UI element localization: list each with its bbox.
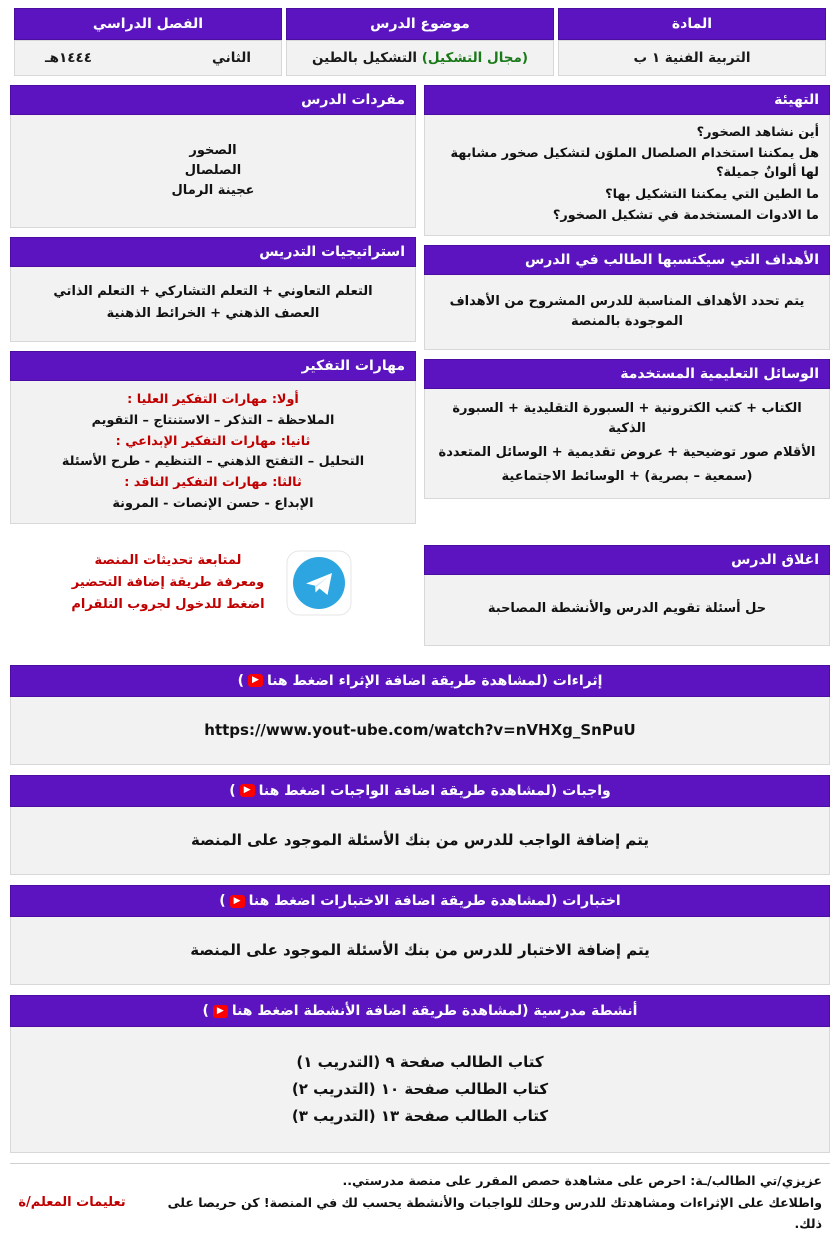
section-exams [10,885,830,985]
section-strategies [10,237,416,342]
instructions-line: واطلاعك على الإثراءات ومشاهدتك للدرس وحلك للواجبات والأنشطة يحسب لك في المنصة! كن حريصا على ذلك. [167,1194,822,1231]
thinking-group-label: ثالثا: مهارات التفكير الناقد : [124,475,302,491]
left-column [10,85,416,655]
warmup-title: التهيئة [424,85,830,115]
means-line: الأقلام صور توضيحية + عروض تقديمية + الوسائل المتعددة [438,445,816,461]
strategies-body [10,267,416,342]
youtube-icon[interactable]: ▶ [230,895,245,908]
section-teaching-means [424,359,830,499]
means-line: (سمعية – بصرية) + الوسائط الاجتماعية [501,469,753,485]
activity-item: كتاب الطالب صفحة ١٣ (التدريب ٣) [291,1107,549,1126]
activities-title-bar[interactable] [10,995,830,1027]
goals-body [424,275,830,350]
promo-line: لمتابعة تحديثات المنصة [94,552,242,568]
thinking-group-text: الإبداع - حسن الإنصات - المرونة [112,496,314,512]
vocab-item: الصلصال [184,162,242,178]
section-warmup [424,85,830,236]
vocab-item: الصخور [189,142,237,158]
promo-line: اضغط للدخول لجروب التلقرام [71,597,265,613]
two-column-zone [10,85,830,655]
homework-text: يتم إضافة الواجب للدرس من بنك الأسئلة الموجود على المنصة [191,830,649,849]
header-cell-term: الفصل الدراسي [14,8,282,40]
header-cell-subject: المادة [558,8,826,40]
cell-term-value [14,40,282,76]
lesson-info-table [10,8,830,76]
strategies-line: العصف الذهني + الخرائط الذهنية [106,306,320,321]
goals-text: يتم تحدد الأهداف المناسبة للدرس المشروح من الأهداف الموجودة بالمنصة [449,293,805,329]
vocab-title: مفردات الدرس [10,85,416,115]
warmup-line: ما الادوات المستخدمة في تشكيل الصخور؟ [552,207,819,223]
section-homework [10,775,830,875]
homework-body [10,807,830,875]
thinking-body [10,381,416,524]
activities-title-suffix: ) [202,1003,209,1020]
teacher-instructions-text [135,1164,830,1240]
exams-title: اختبارات (لمشاهدة طريقة اضافة الاختبارات اضغط هنا [248,893,621,909]
closing-body [424,575,830,646]
thinking-group-label: ثانيا: مهارات التفكير الإبداعي : [115,433,311,449]
enrichment-title-bar[interactable] [10,665,830,697]
vocab-item: عجينة الرمال [171,183,255,199]
thinking-group-label: أولا: مهارات التفكير العليا : [127,392,299,407]
exams-title-suffix: ) [219,893,226,909]
section-activities [10,995,830,1153]
warmup-line: أين نشاهد الصخور؟ [696,125,819,140]
homework-title: واجبات (لمشاهدة طريقة اضافة الواجبات اضغط هنا [258,782,611,799]
means-title: الوسائل التعليمية المستخدمة [424,359,830,389]
lesson-domain-label: (مجال التشكيل) [421,50,529,66]
closing-title: اغلاق الدرس [424,545,830,575]
youtube-icon[interactable]: ▶ [248,674,263,687]
activity-item: كتاب الطالب صفحة ١٠ (التدريب ٢) [291,1080,549,1099]
telegram-promo-text [71,550,264,616]
instructions-line: عزيزي/تي الطالب/ـة: احرص على مشاهدة حصص المقرر على منصة مدرستي.. [342,1173,822,1189]
section-enrichment [10,665,830,765]
activity-item: كتاب الطالب صفحة ٩ (التدريب ١) [296,1053,544,1072]
table-row [14,40,826,76]
section-thinking-skills [10,351,416,524]
exams-body [10,917,830,985]
cell-topic-value [286,40,554,76]
means-body [424,389,830,499]
homework-title-suffix: ) [229,782,236,799]
warmup-line: هل يمكننا استخدام الصلصال الملوَن لتشكيل صخور مشابهة لها ألوانٌ جميلة؟ [450,146,819,181]
term-value: الثاني [211,50,251,66]
header-cell-topic: موضوع الدرس [286,8,554,40]
enrichment-title-suffix: ) [237,672,245,689]
enrichment-link[interactable]: https://www.yout-ube.com/watch?v=nVHXg_SnPuU [204,720,636,739]
section-closing [424,545,830,646]
closing-text: حل أسئلة تقويم الدرس والأنشطة المصاحبة [487,601,767,617]
section-vocabulary [10,85,416,228]
warmup-line: ما الطين التي يمكننا التشكيل بها؟ [605,186,819,202]
warmup-body [424,115,830,236]
youtube-icon[interactable]: ▶ [213,1005,228,1018]
activities-body [10,1027,830,1153]
strategies-line: التعلم التعاوني + التعلم التشاركي + التعلم الذاتي [53,283,373,299]
section-goals [424,245,830,350]
means-line: الكتاب + كتب الكترونية + السبورة التقليدية + السبورة الذكية [452,400,802,437]
telegram-promo[interactable] [10,533,416,629]
enrichment-body [10,697,830,765]
cell-subject-value: التربية الفنية ١ ب [558,40,826,76]
teacher-instructions-label: تعليمات المعلم/ة [18,1194,126,1210]
lesson-title-label: التشكيل بالطين [311,50,418,66]
exams-text: يتم إضافة الاختبار للدرس من بنك الأسئلة الموجود على المنصة [190,941,650,959]
strategies-title: استراتيجيات التدريس [10,237,416,267]
teacher-instructions [10,1163,830,1240]
thinking-title: مهارات التفكير [10,351,416,381]
goals-title: الأهداف التي سيكتسبها الطالب في الدرس [424,245,830,275]
thinking-group-text: التحليل – التفتح الذهني – التنظيم - طرح الأسئلة [61,454,365,470]
youtube-icon[interactable]: ▶ [240,784,255,797]
homework-title-bar[interactable] [10,775,830,807]
activities-title: أنشطة مدرسية (لمشاهدة طريقة اضافة الأنشطة اضغط هنا [231,1003,638,1020]
enrichment-title: إثراءات (لمشاهدة طريقة اضافة الإثراء اضغط هنا [266,672,603,689]
exams-title-bar[interactable] [10,885,830,917]
right-column [424,85,830,655]
promo-line: ومعرفة طريقة إضافة التحضير [71,574,265,590]
telegram-icon[interactable] [283,547,355,619]
vocab-body [10,115,416,228]
table-header-row [14,8,826,40]
thinking-group-text: الملاحظة – التذكر – الاستنتاج – التقويم [91,412,335,428]
year-value: ١٤٤٤هـ [45,50,92,66]
